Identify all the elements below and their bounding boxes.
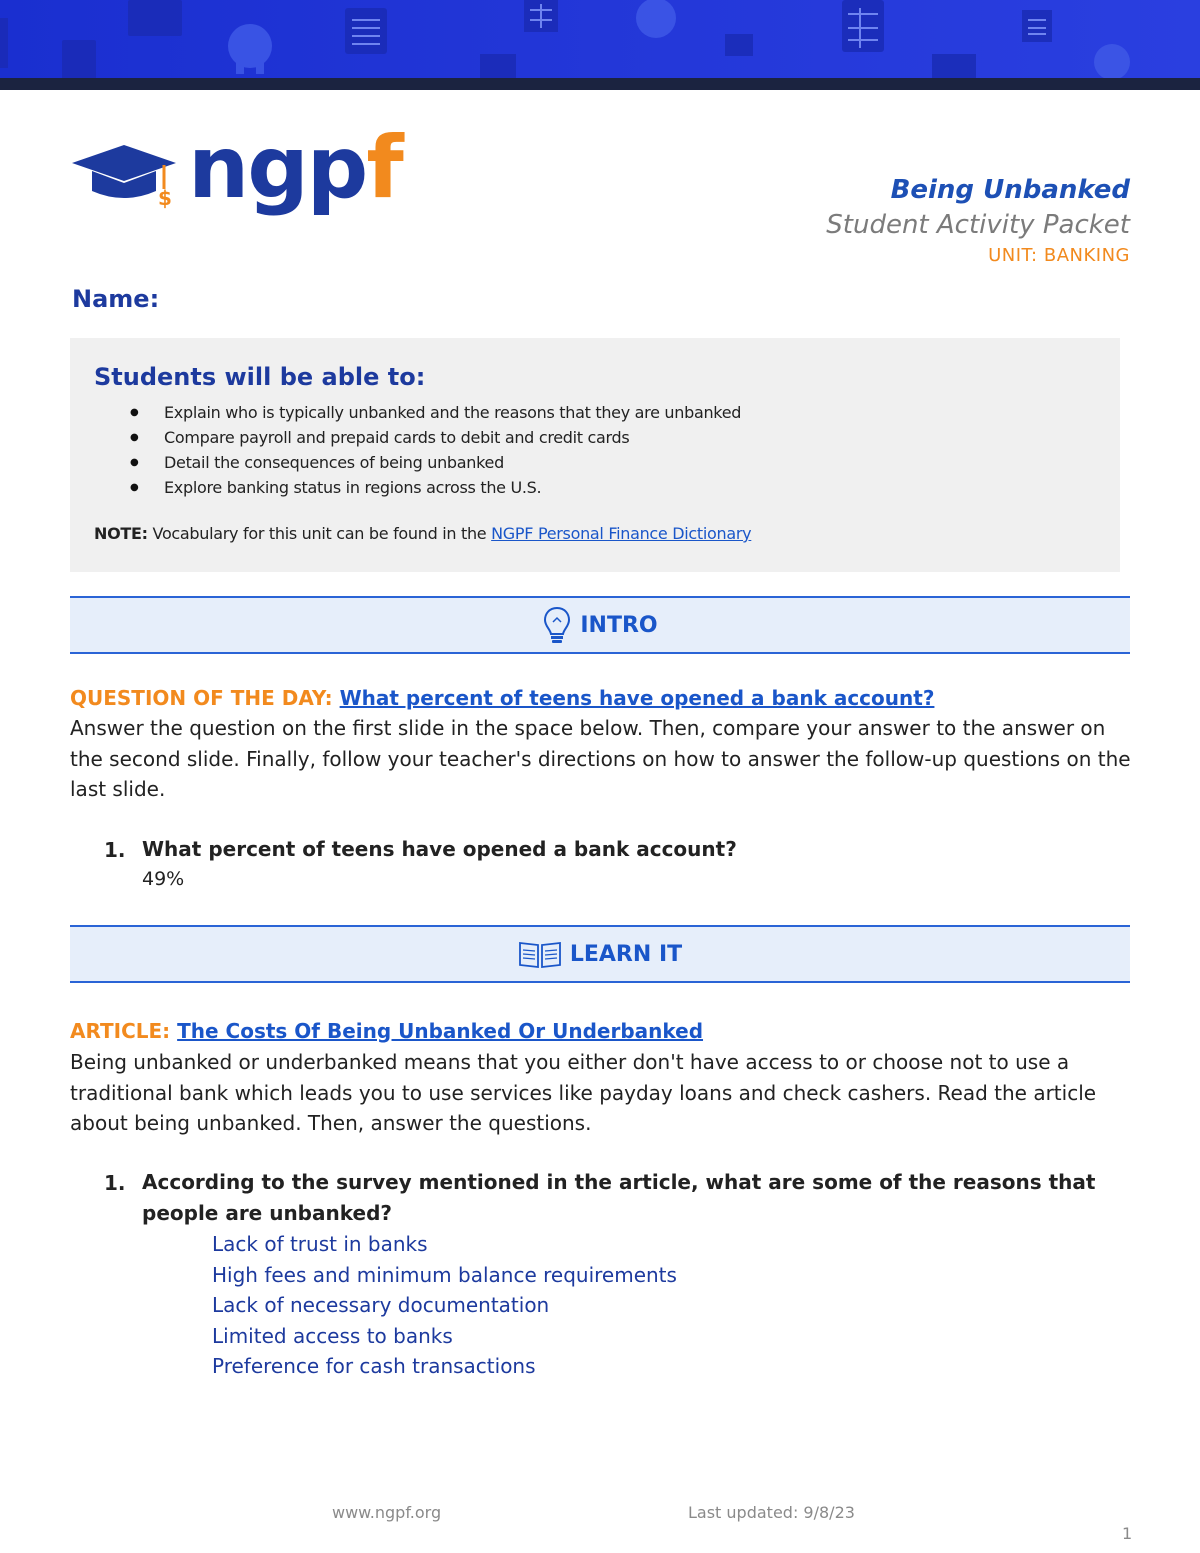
learning-objectives-box <box>70 338 1120 572</box>
answer-item: Lack of trust in banks <box>212 1232 428 1256</box>
learn-it-section-title: LEARN IT <box>569 941 683 967</box>
dictionary-link[interactable]: NGPF Personal Finance Dictionary <box>491 524 752 543</box>
objective-item: ● Compare payroll and prepaid cards to debit and credit cards <box>130 425 741 450</box>
note-label: NOTE: <box>94 524 148 543</box>
banner-divider <box>0 78 1200 90</box>
header-banner <box>0 0 1200 80</box>
objective-item: ● Explore banking status in regions across the U.S. <box>130 475 741 500</box>
qotd-label: QUESTION OF THE DAY: <box>70 686 333 710</box>
intro-answer[interactable]: 49% <box>142 868 185 890</box>
learn-question-number: 1. <box>104 1171 126 1195</box>
vocabulary-note <box>94 524 751 543</box>
logo-text-main: ngp <box>188 118 367 218</box>
question-of-the-day <box>70 686 934 710</box>
answer-item: Lack of necessary documentation <box>212 1293 550 1317</box>
ngpf-logo[interactable] <box>188 118 402 218</box>
objective-item: ● Explain who is typically unbanked and the reasons that they are unbanked <box>130 400 741 425</box>
page-number: 1 <box>1122 1524 1133 1543</box>
answer-item: Limited access to banks <box>212 1323 453 1348</box>
learn-question: According to the survey mentioned in the article, what are some of the reasons that people are unbanked? <box>142 1170 1096 1225</box>
learn-answer-list[interactable] <box>212 1229 677 1382</box>
banner-pattern <box>0 0 1200 80</box>
document-subtitle: Student Activity Packet <box>826 210 1130 240</box>
intro-section-header <box>70 596 1130 654</box>
intro-section-title: INTRO <box>580 612 658 638</box>
article-link[interactable]: The Costs Of Being Unbanked Or Underbanked <box>177 1019 704 1043</box>
logo-text-accent: f <box>366 118 402 218</box>
note-text: Vocabulary for this unit can be found in the <box>147 524 492 543</box>
article-label: ARTICLE: <box>70 1019 171 1043</box>
intro-question: What percent of teens have opened a bank account? <box>142 837 737 861</box>
objectives-title: Students will be able to: <box>94 363 426 391</box>
objectives-list <box>130 400 741 500</box>
article-heading <box>70 1019 703 1043</box>
lightbulb-icon <box>542 605 572 645</box>
objective-item: ● Detail the consequences of being unbanked <box>130 450 741 475</box>
article-instructions: Being unbanked or underbanked means that you either don't have access to or choose not to use a traditional bank which leads you to use services like payday loans and check cashers. Read the article about being unbanked. Then, answer the questions. <box>70 1050 1097 1135</box>
graduation-cap-icon <box>72 135 182 215</box>
book-icon <box>518 939 562 969</box>
learn-it-section-header <box>70 925 1130 983</box>
svg-text:$: $ <box>158 186 172 210</box>
footer-website[interactable]: www.ngpf.org <box>332 1503 442 1522</box>
document-title: Being Unbanked <box>890 175 1130 205</box>
answer-item: High fees and minimum balance requirements <box>212 1262 677 1287</box>
answer-item: Preference for cash transactions <box>212 1354 536 1378</box>
intro-question-number: 1. <box>104 838 126 862</box>
intro-instructions: Answer the question on the first slide in the space below. Then, compare your answer to the answer on the second slide. Finally, follow your teacher's directions on how to answer the follow-up questions on the last slide. <box>70 716 1131 801</box>
name-field-label: Name: <box>72 285 160 313</box>
document-title-block <box>826 172 1130 270</box>
qotd-link[interactable]: What percent of teens have opened a bank account? <box>339 686 935 710</box>
footer-updated: Last updated: 9/8/23 <box>688 1503 855 1522</box>
unit-label: UNIT: BANKING <box>988 245 1130 266</box>
